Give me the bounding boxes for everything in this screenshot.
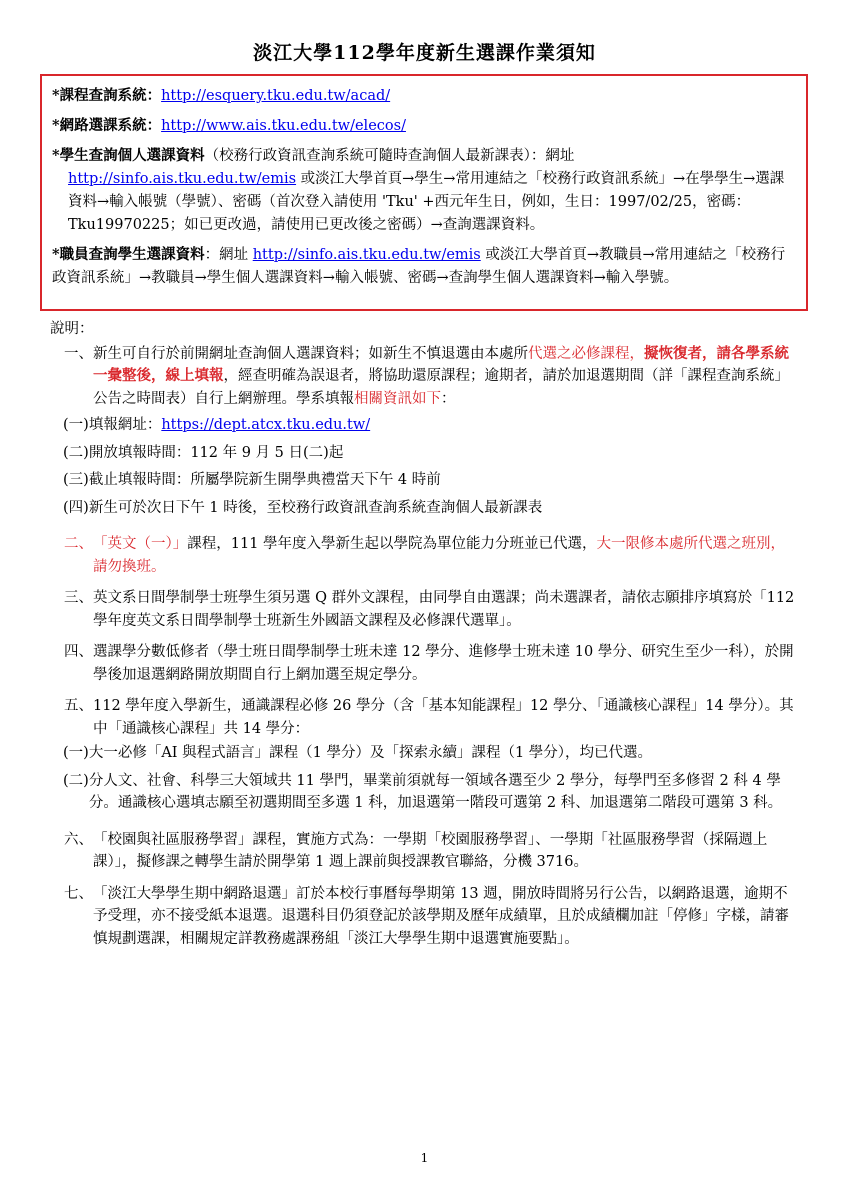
instruction-item-5 <box>50 695 795 820</box>
student-query-link[interactable]: http://sinfo.ais.tku.edu.tw/emis <box>68 171 297 187</box>
related-info-note: 相關資訊如下 <box>354 390 441 407</box>
item-text: 課程，111 學年度入學新生起以學院為單位能力分班並已代選， <box>187 536 597 552</box>
online-selection-entry <box>52 114 796 138</box>
no-class-change-note: 大一限修本處所代選之班別，請勿換班。 <box>93 536 786 575</box>
sub-item <box>63 742 795 765</box>
sub-item-number: (一) <box>63 745 89 761</box>
sub-item-number: (四) <box>63 499 89 516</box>
item-text: 選課學分數低修者（學士班日間學制學士班未達 12 學分、進修學士班未達 10 學分、研究生至少一科），於開學後加退選網路開放期間自行上網加選至規定學分。 <box>93 644 794 683</box>
instruction-item-4 <box>50 641 795 686</box>
staff-query-steps: 或淡江大學首頁→教職員→常用連結之「校務行政資訊系統」→教職員→學生個人選課資料→輸入帳號、密碼→查詢學生個人選課資料→輸入學號。 <box>52 247 786 286</box>
page-title: 淡江大學112學年度新生選課作業須知 <box>253 42 596 64</box>
sub-item <box>63 442 795 465</box>
english-course-name: 「英文（一）」 <box>93 536 188 552</box>
page-number: 1 <box>420 1151 429 1165</box>
sub-item <box>63 770 795 815</box>
report-url-link[interactable]: https://dept.atcx.tku.edu.tw/ <box>161 417 371 433</box>
item-text: 英文系日間學制學士班學生須另選 Q 群外文課程，由同學自由選課；尚未選課者，請依志願排序填寫於「112 學年度英文系日間學制學士班新生外國語文課程及必修課代選單」。 <box>93 590 795 629</box>
sub-item-number: (二) <box>63 772 89 789</box>
item-text: 新生可自行於前開網址查詢個人選課資料；如新生不慎退選由本處所 <box>93 345 528 362</box>
sub-item-number: (三) <box>63 472 89 488</box>
sub-item-text: 大一必修「AI 與程式語言」課程（1 學分）及「探索永續」課程（1 學分），均已代選。 <box>88 745 653 761</box>
item-number: 二、 <box>64 536 93 552</box>
item-number: 七、 <box>64 885 93 902</box>
item-text-end: ： <box>441 390 456 407</box>
item-number: 三、 <box>64 590 93 606</box>
student-query-text: （校務行政資訊查詢系統可隨時查詢個人最新課表）：網址 <box>204 148 575 164</box>
sub-item <box>63 414 795 437</box>
staff-query-link[interactable]: http://sinfo.ais.tku.edu.tw/emis <box>252 247 481 263</box>
item-text: 「校園與社區服務學習」課程，實施方式為：一學期「校園服務學習」、一學期「社區服務學習（採隔週上課）」，擬修課之轉學生請於開學第 1 週上課前與授課教官聯絡，分機 3716。 <box>93 831 768 870</box>
instruction-item-6 <box>50 829 795 874</box>
item-text: 112 學年度入學新生，通識課程必修 26 學分（含「基本知能課程」12 學分、「通識核心課程」14 學分）。其中「通識核心課程」共 14 學分： <box>93 698 794 737</box>
item-number: 一、 <box>64 345 93 362</box>
instruction-item-2 <box>50 533 795 578</box>
sub-item-text: 新生可於次日下午 1 時後，至校務行政資訊查詢系統查詢個人最新課表 <box>88 499 543 516</box>
sub-item-text: 開放填報時間：112 年 9 月 5 日(二)起 <box>88 444 344 461</box>
staff-query-label: *職員查詢學生選課資料 <box>52 246 205 263</box>
student-query-label: *學生查詢個人選課資料 <box>52 147 205 164</box>
online-selection-label: *網路選課系統： <box>52 117 162 134</box>
course-query-entry <box>52 84 796 108</box>
online-selection-link[interactable]: http://www.ais.tku.edu.tw/elecos/ <box>161 118 406 134</box>
sub-item-text: 分人文、社會、科學三大領域共 11 學門，畢業前須就每一領域各選至少 2 學分，每學門至多修習 2 科 4 學分。通識核心選填志願至初選期間至多選 1 科，加退選第一階段可選第 2 科、加退選第二階段可選第 3 科。 <box>88 772 783 811</box>
required-course-note: 代選之必修課程， <box>528 345 644 362</box>
item-text: 「淡江大學學生期中網路退選」訂於本校行事曆每學期第 13 週，開放時間將另行公告，以網路退選，逾期不予受理，亦不接受紙本退選。退選科目仍須登記於該學期及歷年成績單，且於成績欄加註「停修」字樣，請審慎規劃選課，相關規定詳教務處課務組「淡江大學學生期中退選實施要點」。 <box>93 885 789 947</box>
instructions <box>50 318 795 959</box>
sub-item <box>63 497 795 520</box>
student-query-steps: 或淡江大學首頁→學生→常用連結之「校務行政資訊系統」→在學學生→選課資料→輸入帳號（學號）、密碼（首次登入請使用 'Tku' +西元年生日，例如，生日：1997/02/25，密碼：Tku19970225；如已更改過，請使用已更改後之密碼）→查詢選課資料。 <box>68 171 785 233</box>
sub-item-number: (一) <box>63 417 89 433</box>
instruction-item-3 <box>50 587 795 632</box>
sub-item-text: 截止填報時間：所屬學院新生開學典禮當天下午 4 時前 <box>88 472 441 488</box>
item-number: 四、 <box>64 644 93 660</box>
instruction-item-1 <box>50 343 795 525</box>
restore-instruction: 擬恢復者，請各學系統一彙整後，線上填報 <box>93 344 789 384</box>
instruction-item-7 <box>50 883 795 951</box>
item-number: 五、 <box>64 698 93 714</box>
intro-label: 說明： <box>50 321 94 337</box>
system-links-box <box>40 74 808 311</box>
sub-item <box>63 469 795 492</box>
student-query-entry <box>52 144 796 237</box>
staff-query-entry <box>52 243 796 290</box>
sub-item-number: (二) <box>63 444 89 461</box>
course-query-label: *課程查詢系統： <box>52 87 162 104</box>
staff-query-prefix: ：網址 <box>204 247 253 263</box>
course-query-link[interactable]: http://esquery.tku.edu.tw/acad/ <box>161 88 391 104</box>
sub-item-text: 填報網址： <box>88 417 162 433</box>
item-text-cont: ，經查明確為誤退者，將協助還原課程；逾期者，請於加退選期間（詳「課程查詢系統」公告之時間表）自行上網辦理。學系填報 <box>93 368 789 407</box>
item-number: 六、 <box>64 831 93 848</box>
